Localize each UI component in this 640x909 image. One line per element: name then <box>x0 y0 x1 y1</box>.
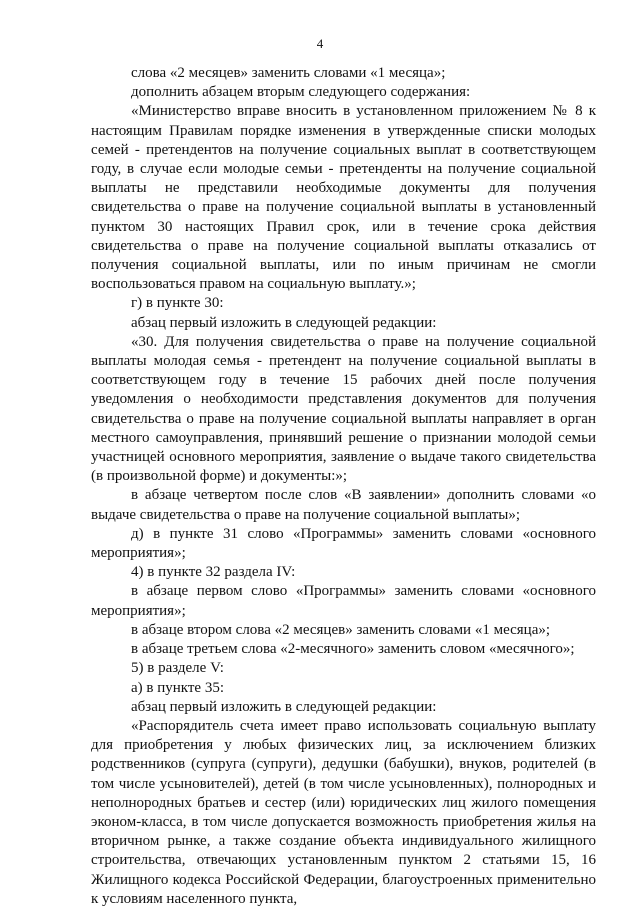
paragraph-item-d: д) в пункте 31 слово «Программы» заменить словами «основного мероприятия»; <box>91 525 596 562</box>
paragraph-first-abzac-2: абзац первый изложить в следующей редакции: <box>131 698 437 715</box>
paragraph-second-abzac: в абзаце втором слова «2 месяцев» заменить словами «1 месяца»; <box>131 621 551 638</box>
paragraph-item-5: 5) в разделе V: <box>131 660 224 677</box>
paragraph-item-g: г) в пункте 30: <box>131 295 224 312</box>
paragraph-item-4: 4) в пункте 32 раздела IV: <box>131 564 296 581</box>
paragraph-fourth-abzac: в абзаце четвертом после слов «В заявлении» дополнить словами «о выдаче свидетельства о праве на получение социальной выплаты»; <box>91 487 596 523</box>
paragraph-replace-2-months: слова «2 месяцев» заменить словами «1 месяца»; <box>131 65 446 81</box>
paragraph-first-abzac: абзац первый изложить в следующей редакции: <box>131 314 437 331</box>
paragraph-ministry-quote: «Министерство вправе вносить в установленном приложением № 8 к настоящим Правилам порядке изменения в утвержденные списки молодых семей - претендентов на получение социальных выплат в соответствующем году, в случае если молодые семьи - претенденты на получение социальной выплаты не представили необходимые документы для получения свидетельства о праве на получение социальной выплаты в установленный пунктом 30 настоящих Правил срок, или в течение срока действия свидетельства о праве на получение социальной выплаты отказались от получения социальной выплаты, или по иным причинам не смогли воспользоваться правом на социальную выплату.»; <box>91 103 596 293</box>
paragraph-first-abzac-programs: в абзаце первом слово «Программы» заменить словами «основного мероприятия»; <box>91 583 596 619</box>
paragraph-item-30-quote: «30. Для получения свидетельства о праве на получение социальной выплаты молодая семья - претендент на получение социальной выплаты в соответствующем году в течение 15 рабочих дней после получения уведомления о необходимости представления документов для получения свидетельства о праве на получение социальной выплаты направляет в орган местного самоуправления, принявший решение о признании молодой семьи участницей основного мероприятия, заявление о выдаче такого свидетельства (в произвольной форме) и документы:»; <box>91 333 596 485</box>
paragraph-add-second: дополнить абзацем вторым следующего содержания: <box>131 84 471 101</box>
paragraph-third-abzac: в абзаце третьем слова «2-месячного» заменить словом «месячного»; <box>131 641 575 658</box>
document-body <box>91 64 596 909</box>
page-number: 4 <box>316 36 324 51</box>
paragraph-item-a: а) в пункте 35: <box>131 679 225 696</box>
paragraph-distributor-quote: «Распорядитель счета имеет право использовать социальную выплату для приобретения у любых физических лиц, за исключением близких родственников (супруга (супруги), дедушки (бабушки), внуков, родителей (в том числе усыновителей), детей (в том числе усыновленных), полнородных и неполнородных братьев и сестер (или) юридических лиц жилого помещения эконом-класса, в том числе допускается возможность приобретения жилья на вторичном рынке, а также создание объекта индивидуального жилищного строительства, отвечающих установленным пунктом 2 статьями 15, 16 Жилищного кодекса Российской Федерации, благоустроенных применительно к условиям населенного пункта, <box>91 717 596 907</box>
